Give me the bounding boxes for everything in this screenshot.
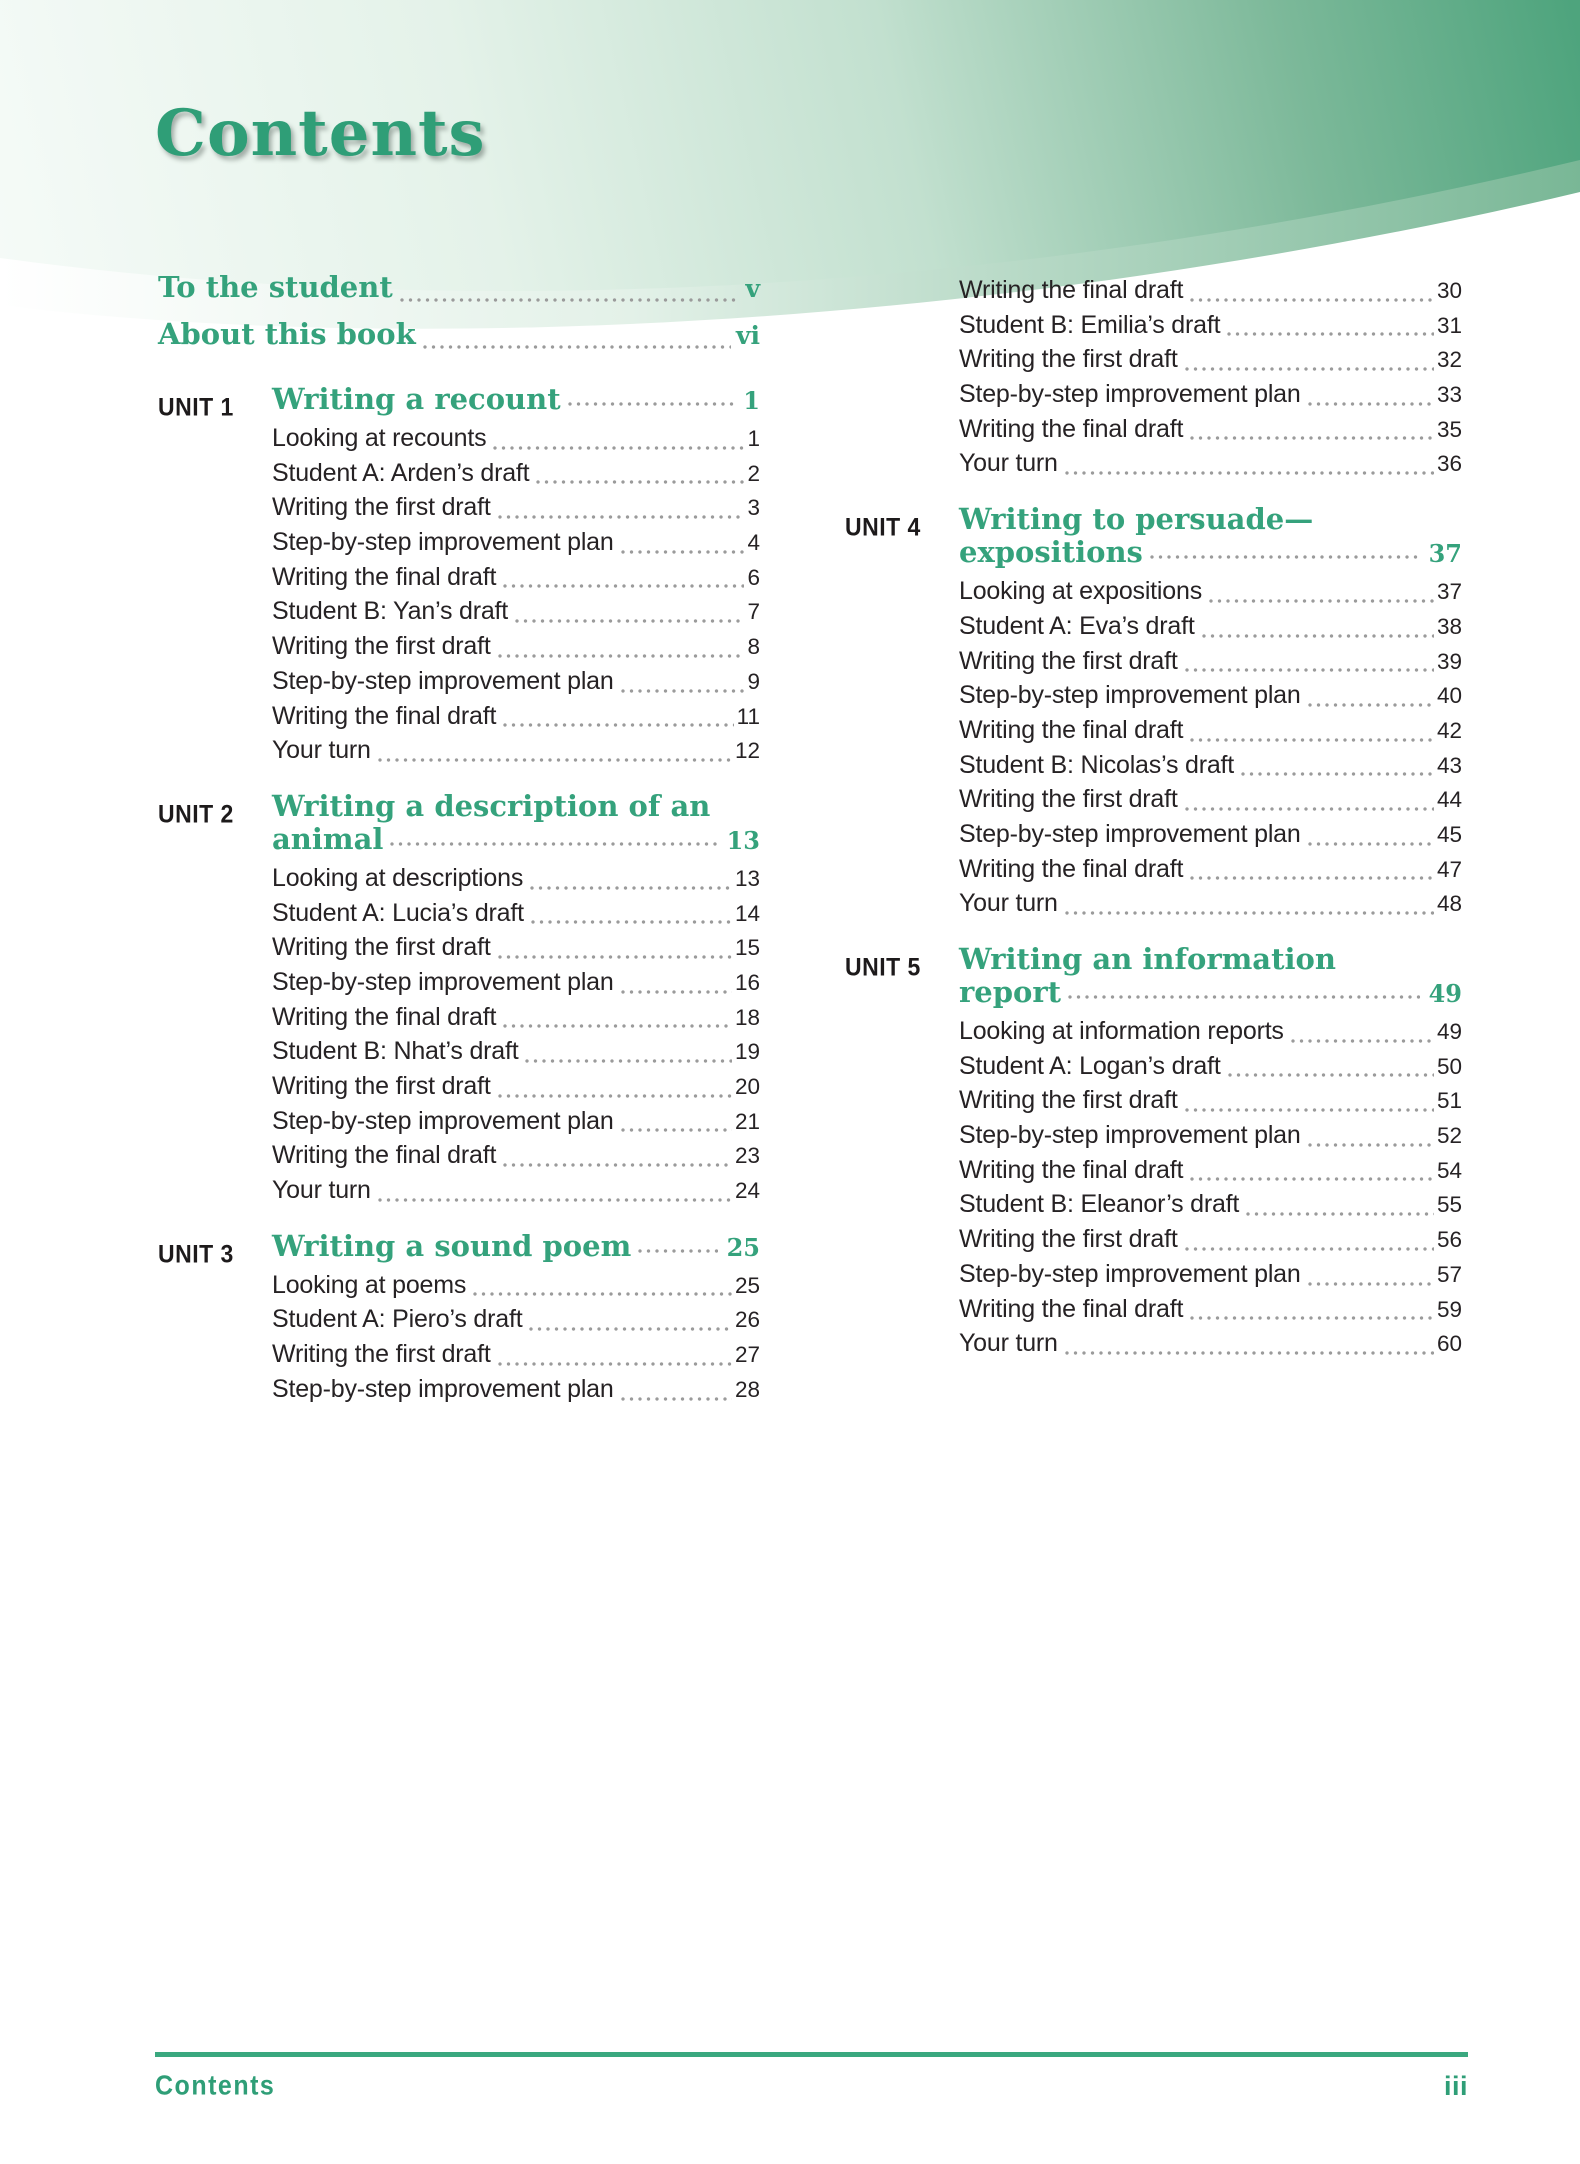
entry-page: 54 — [1436, 1157, 1462, 1183]
toc-entry — [959, 1295, 1462, 1330]
unit-title-line — [272, 823, 760, 857]
entry-label: Writing the final draft — [959, 715, 1184, 744]
leader-dots — [621, 1107, 732, 1142]
entry-label: Looking at descriptions — [272, 863, 524, 892]
leader-dots — [503, 1003, 732, 1038]
entry-page: 26 — [734, 1307, 760, 1333]
leader-dots — [1190, 1295, 1434, 1330]
unit-page: 25 — [726, 1232, 760, 1262]
entry-label: Step-by-step improvement plan — [272, 967, 614, 996]
entry-label: Student B: Yan’s draft — [272, 597, 509, 626]
footer-page-number: iii — [1443, 2071, 1468, 2101]
entry-page: 59 — [1436, 1296, 1462, 1322]
leader-dots — [1185, 647, 1434, 682]
unit-section — [845, 503, 1462, 924]
entry-label: Writing the first draft — [959, 785, 1178, 814]
toc-entry — [272, 864, 760, 899]
entry-page: 32 — [1436, 347, 1462, 373]
entry-page: vi — [735, 321, 760, 350]
entry-page: 44 — [1436, 787, 1462, 813]
entry-page: 23 — [734, 1143, 760, 1169]
leader-dots — [515, 597, 744, 632]
page-title: Contents — [155, 96, 486, 171]
toc-entry — [959, 647, 1462, 682]
toc-entry — [272, 1305, 760, 1340]
entry-page: 36 — [1436, 451, 1462, 477]
entry-page: 9 — [747, 668, 760, 694]
entry-label: Looking at poems — [272, 1270, 467, 1299]
toc-entry — [959, 785, 1462, 820]
leader-dots — [1185, 345, 1434, 380]
leader-dots — [621, 667, 745, 702]
leader-dots — [1190, 855, 1434, 890]
leader-dots — [1227, 311, 1434, 346]
entry-page: 28 — [734, 1376, 760, 1402]
entry-label: Step-by-step improvement plan — [959, 681, 1301, 710]
unit-title-text: report — [959, 975, 1062, 1009]
unit-title — [272, 383, 760, 417]
entry-page: 33 — [1436, 382, 1462, 408]
leader-dots — [1228, 1052, 1434, 1087]
entry-page: 47 — [1436, 856, 1462, 882]
toc-entry — [959, 1190, 1462, 1225]
unit-title — [272, 1230, 760, 1264]
unit-title-line — [959, 976, 1462, 1010]
leader-dots — [498, 1072, 732, 1107]
leader-dots — [1190, 276, 1434, 311]
entry-label: About this book — [158, 317, 416, 351]
unit-section — [158, 790, 760, 1211]
unit-section — [845, 276, 1462, 484]
leader-dots — [621, 528, 745, 563]
leader-dots — [1241, 751, 1434, 786]
footer-rule — [155, 2052, 1468, 2057]
toc-entry — [272, 1072, 760, 1107]
leader-dots — [536, 459, 744, 494]
entry-label: Writing the first draft — [959, 646, 1178, 675]
unit-entries — [959, 1017, 1462, 1364]
entry-label: Writing the final draft — [959, 414, 1184, 443]
unit-label: UNIT 1 — [158, 392, 234, 421]
entry-page: 8 — [747, 634, 760, 660]
leader-dots — [568, 383, 735, 417]
entry-label: Step-by-step improvement plan — [272, 666, 614, 695]
leader-dots — [1150, 536, 1420, 570]
unit-section — [158, 383, 760, 771]
entry-page: 12 — [734, 738, 760, 764]
toc-entry — [959, 681, 1462, 716]
unit-entries — [959, 577, 1462, 924]
toc-entry — [959, 855, 1462, 890]
entry-page: 13 — [734, 865, 760, 891]
entry-label: Writing the first draft — [959, 1225, 1178, 1254]
entry-page: 60 — [1436, 1331, 1462, 1357]
leader-dots — [1190, 415, 1434, 450]
leader-dots — [1308, 380, 1434, 415]
entry-label: Your turn — [272, 736, 371, 765]
entry-label: Writing the first draft — [272, 632, 491, 661]
toc-entry — [272, 493, 760, 528]
entry-label: Writing the first draft — [959, 1086, 1178, 1115]
toc-entry — [959, 1260, 1462, 1295]
leader-dots — [1190, 716, 1434, 751]
leader-dots — [400, 270, 741, 317]
toc-entry — [272, 1176, 760, 1211]
leader-dots — [1308, 1121, 1434, 1156]
entry-label: Looking at recounts — [272, 424, 487, 452]
leader-dots — [1185, 1225, 1434, 1260]
toc-entry — [959, 380, 1462, 415]
entry-label: Step-by-step improvement plan — [272, 1106, 614, 1135]
unit-page: 37 — [1428, 539, 1462, 569]
entry-page: 43 — [1436, 752, 1462, 778]
entry-page: 18 — [734, 1004, 760, 1030]
unit-label: UNIT 5 — [845, 952, 921, 981]
entry-page: 40 — [1436, 683, 1462, 709]
entry-label: Student A: Piero’s draft — [272, 1305, 523, 1334]
unit-entries — [272, 424, 760, 771]
entry-page: 35 — [1436, 416, 1462, 442]
entry-page: 31 — [1436, 312, 1462, 338]
toc-entry — [959, 889, 1462, 924]
unit-title-line: Writing a description of an — [272, 788, 711, 823]
entry-page: 4 — [747, 530, 760, 556]
leader-dots — [390, 823, 717, 857]
leader-dots — [498, 632, 745, 667]
entry-page: 11 — [736, 703, 760, 729]
entry-label: Your turn — [959, 449, 1058, 478]
entry-page: 3 — [747, 495, 760, 521]
unit-section — [158, 1230, 760, 1410]
entry-label: To the student — [158, 270, 393, 304]
entry-label: Writing the final draft — [272, 1141, 497, 1170]
entry-label: Looking at information reports — [959, 1017, 1284, 1045]
entry-page: 1 — [747, 426, 760, 451]
unit-title — [959, 943, 1462, 1010]
entry-label: Writing the final draft — [959, 854, 1184, 883]
entry-page: 2 — [747, 460, 760, 486]
entry-label: Writing the first draft — [272, 1072, 491, 1100]
toc-entry — [272, 702, 760, 737]
entry-label: Step-by-step improvement plan — [272, 1374, 614, 1403]
entry-page: 16 — [734, 969, 760, 995]
toc-entry — [272, 459, 760, 494]
unit-title-line — [272, 383, 760, 417]
toc-entry — [272, 1340, 760, 1375]
entry-label: Step-by-step improvement plan — [959, 380, 1301, 409]
page-footer — [155, 2052, 1468, 2102]
leader-dots — [530, 864, 732, 899]
entry-label: Looking at expositions — [959, 577, 1202, 606]
leader-dots — [498, 933, 732, 968]
toc-entry — [959, 1052, 1462, 1087]
toc-entry — [272, 667, 760, 702]
toc-entry — [272, 632, 760, 667]
front-matter-entry — [158, 270, 760, 317]
entry-label: Student B: Eleanor’s draft — [959, 1190, 1240, 1219]
entry-page: 19 — [734, 1039, 760, 1065]
unit-entries — [959, 276, 1462, 484]
entry-label: Student A: Eva’s draft — [959, 611, 1195, 640]
toc-entry — [272, 1037, 760, 1072]
leader-dots — [1308, 681, 1434, 716]
entry-label: Step-by-step improvement plan — [959, 1121, 1301, 1150]
entry-label: Student A: Arden’s draft — [272, 458, 530, 487]
toc-entry — [272, 528, 760, 563]
leader-dots — [638, 1230, 717, 1264]
entry-label: Your turn — [959, 889, 1058, 918]
unit-title-text: Writing a recount — [272, 382, 561, 416]
toc-entry — [272, 597, 760, 632]
leader-dots — [473, 1271, 732, 1306]
entry-page: 20 — [734, 1074, 760, 1099]
entry-label: Step-by-step improvement plan — [959, 819, 1301, 848]
toc-entry — [272, 1141, 760, 1176]
toc-entry — [959, 1329, 1462, 1364]
leader-dots — [1185, 1086, 1434, 1121]
entry-page: v — [745, 274, 760, 303]
leader-dots — [1202, 612, 1434, 647]
toc-entry — [959, 612, 1462, 647]
entry-page: 25 — [734, 1272, 760, 1298]
unit-label: UNIT 2 — [158, 799, 234, 828]
toc-entry — [959, 1017, 1462, 1052]
unit-title-line — [959, 536, 1462, 570]
unit-page: 1 — [743, 386, 760, 415]
leader-dots — [493, 424, 744, 459]
entry-label: Writing the final draft — [272, 1002, 497, 1031]
toc-entry — [959, 716, 1462, 751]
toc-column-left — [158, 270, 760, 1410]
unit-title-text: animal — [272, 821, 384, 856]
leader-dots — [525, 1037, 731, 1072]
toc-entry — [272, 1107, 760, 1142]
toc-entry — [272, 968, 760, 1003]
toc-entry — [959, 311, 1462, 346]
entry-page: 6 — [747, 564, 760, 590]
leader-dots — [503, 702, 733, 737]
entry-page: 27 — [734, 1342, 760, 1368]
leader-dots — [423, 317, 731, 364]
entry-label: Writing the first draft — [959, 345, 1178, 374]
entry-label: Step-by-step improvement plan — [959, 1259, 1301, 1288]
entry-page: 37 — [1436, 579, 1462, 605]
entry-page: 39 — [1436, 648, 1462, 674]
leader-dots — [1068, 976, 1420, 1010]
unit-title — [959, 503, 1462, 570]
entry-label: Writing the final draft — [959, 1294, 1184, 1323]
entry-page: 56 — [1436, 1227, 1462, 1253]
entry-page: 55 — [1436, 1192, 1462, 1218]
leader-dots — [378, 736, 732, 771]
leader-dots — [1308, 820, 1434, 855]
front-matter-entry — [158, 317, 760, 364]
leader-dots — [378, 1176, 732, 1211]
entry-page: 49 — [1436, 1019, 1462, 1044]
toc-entry — [272, 1375, 760, 1410]
leader-dots — [503, 1141, 732, 1176]
footer-contents-label: Contents — [155, 2070, 276, 2101]
toc-entry — [959, 415, 1462, 450]
toc-entry — [272, 424, 760, 459]
unit-title-line: Writing to persuade— — [959, 502, 1314, 537]
leader-dots — [1308, 1260, 1434, 1295]
leader-dots — [503, 563, 744, 598]
front-matter-list — [158, 270, 760, 364]
entry-page: 7 — [747, 599, 760, 625]
leader-dots — [621, 968, 732, 1003]
unit-title-text: Writing a sound poem — [272, 1228, 632, 1263]
entry-page: 52 — [1436, 1123, 1462, 1149]
entry-label: Your turn — [272, 1176, 371, 1205]
leader-dots — [621, 1375, 732, 1410]
entry-label: Writing the first draft — [272, 933, 491, 962]
unit-label: UNIT 3 — [158, 1239, 234, 1268]
toc-entry — [959, 1156, 1462, 1191]
leader-dots — [498, 1340, 732, 1375]
entry-page: 42 — [1436, 717, 1462, 743]
entry-label: Student B: Emilia’s draft — [959, 310, 1221, 339]
entry-page: 15 — [734, 935, 760, 961]
entry-label: Writing the final draft — [272, 701, 497, 730]
entry-page: 24 — [734, 1178, 760, 1204]
toc-entry — [959, 1086, 1462, 1121]
unit-label: UNIT 4 — [845, 512, 921, 541]
leader-dots — [1065, 889, 1434, 924]
toc-entry — [272, 1003, 760, 1038]
unit-entries — [272, 1271, 760, 1410]
unit-entries — [272, 864, 760, 1211]
leader-dots — [1246, 1190, 1434, 1225]
entry-label: Writing the final draft — [959, 276, 1184, 304]
unit-label — [845, 276, 959, 501]
unit-title-line: Writing an information — [959, 942, 1336, 976]
toc-entry — [272, 933, 760, 968]
toc-entry — [959, 449, 1462, 484]
entry-label: Step-by-step improvement plan — [272, 528, 614, 557]
entry-page: 14 — [734, 900, 760, 926]
unit-page: 13 — [726, 825, 760, 855]
toc-entry — [959, 345, 1462, 380]
leader-dots — [1065, 449, 1434, 484]
toc-entry — [959, 1225, 1462, 1260]
toc-entry — [272, 736, 760, 771]
entry-label: Student A: Lucia’s draft — [272, 898, 524, 927]
entry-label: Writing the first draft — [272, 493, 491, 522]
leader-dots — [531, 899, 732, 934]
leader-dots — [498, 493, 745, 528]
entry-label: Student B: Nhat’s draft — [272, 1037, 519, 1066]
entry-page: 21 — [734, 1108, 760, 1134]
toc-entry — [959, 1121, 1462, 1156]
toc-entry — [959, 820, 1462, 855]
toc-entry — [272, 563, 760, 598]
leader-dots — [1190, 1156, 1434, 1191]
toc-entry — [272, 899, 760, 934]
entry-page: 50 — [1436, 1053, 1462, 1079]
unit-page: 49 — [1428, 979, 1462, 1008]
leader-dots — [1291, 1017, 1434, 1052]
unit-section — [845, 943, 1462, 1364]
entry-page: 57 — [1436, 1261, 1462, 1287]
leader-dots — [529, 1305, 732, 1340]
entry-page: 45 — [1436, 821, 1462, 847]
entry-label: Student B: Nicolas’s draft — [959, 750, 1235, 779]
entry-label: Writing the final draft — [272, 562, 497, 591]
toc-column-right — [845, 276, 1462, 1364]
leader-dots — [1185, 785, 1434, 820]
entry-page: 38 — [1436, 613, 1462, 639]
toc-entry — [959, 751, 1462, 786]
entry-label: Student A: Logan’s draft — [959, 1051, 1221, 1080]
unit-title-line — [272, 1230, 760, 1264]
toc-entry — [959, 276, 1462, 311]
entry-page: 30 — [1436, 278, 1462, 303]
entry-page: 48 — [1436, 891, 1462, 917]
toc-entry — [272, 1271, 760, 1306]
entry-label: Writing the first draft — [272, 1340, 491, 1369]
entry-label: Your turn — [959, 1329, 1058, 1358]
entry-label: Writing the final draft — [959, 1155, 1184, 1184]
unit-title-text: expositions — [959, 535, 1143, 570]
unit-title — [272, 790, 760, 857]
leader-dots — [1065, 1329, 1434, 1364]
entry-page: 51 — [1436, 1088, 1462, 1114]
toc-entry — [959, 577, 1462, 612]
leader-dots — [1209, 577, 1434, 612]
